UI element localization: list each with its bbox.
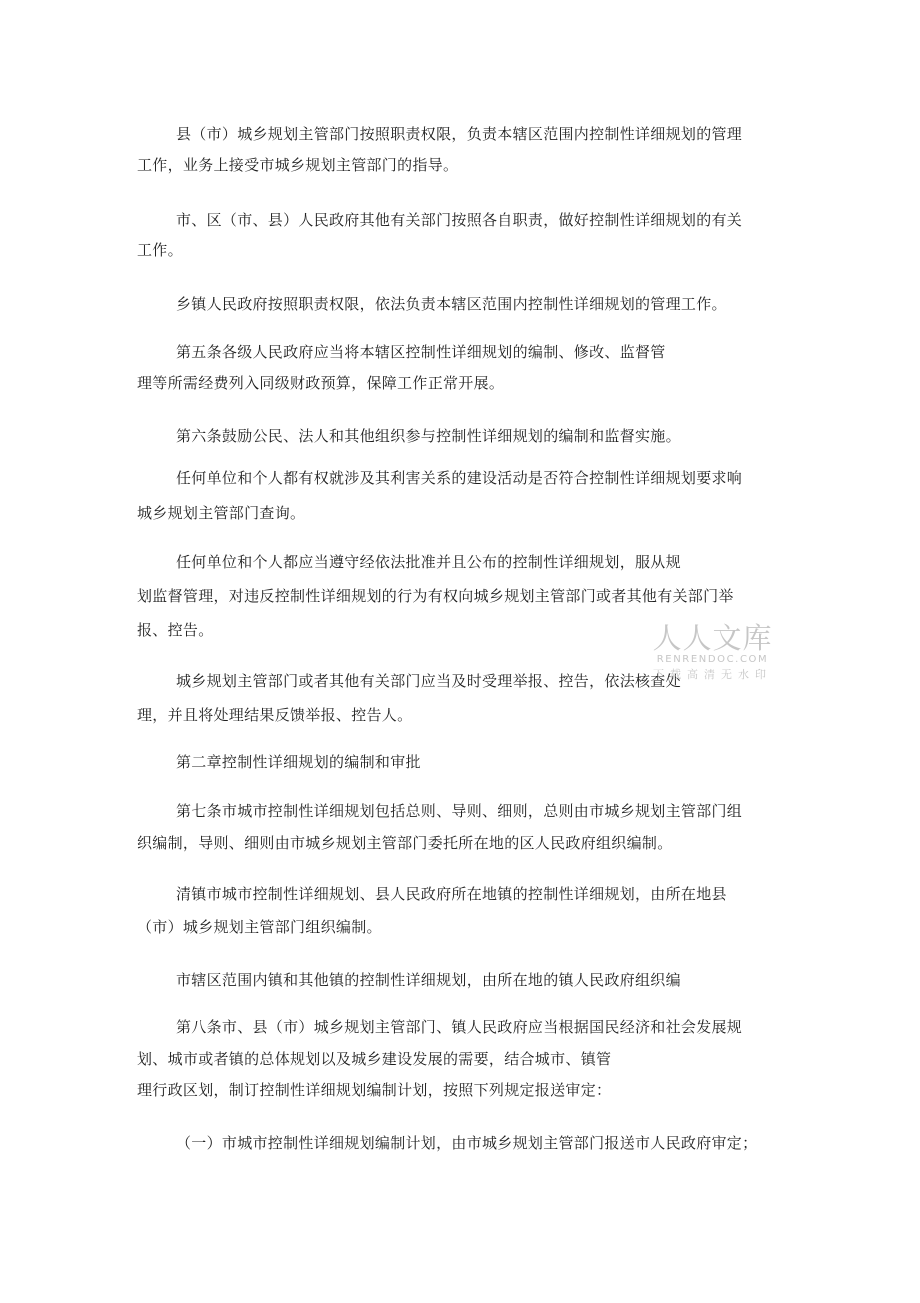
paragraph-line: 县（市）城乡规划主管部门按照职责权限，负责本辖区范围内控制性详细规划的管理 [176, 125, 743, 143]
watermark-site: RENRENDOC.COM [656, 654, 769, 665]
paragraph-line: 城乡规划主管部门或者其他有关部门应当及时受理举报、控告，依法核查处 [176, 672, 681, 690]
paragraph-line: 报、控告。 [137, 621, 214, 639]
paragraph-line: 第六条鼓励公民、法人和其他组织参与控制性详细规划的编制和监督实施。 [176, 427, 681, 445]
chapter-heading: 第二章控制性详细规划的编制和审批 [176, 753, 421, 771]
paragraph-line: 工作，业务上接受市城乡规划主管部门的指导。 [137, 156, 459, 174]
paragraph-line: 第七条市城市控制性详细规划包括总则、导则、细则，总则由市城乡规划主管部门组 [176, 802, 743, 820]
paragraph-line: 第八条市、县（市）城乡规划主管部门、镇人民政府应当根据国民经济和社会发展规 [176, 1018, 743, 1036]
paragraph-line: 工作。 [137, 241, 183, 259]
paragraph-line: （一）市城市控制性详细规划编制计划，由市城乡规划主管部门报送市人民政府审定； [176, 1134, 758, 1152]
paragraph-line: 划监督管理，对违反控制性详细规划的行为有权向城乡规划主管部门或者其他有关部门举 [137, 587, 734, 605]
paragraph-line: 划、城市或者镇的总体规划以及城乡建设发展的需要，结合城市、镇管 [137, 1050, 612, 1068]
paragraph-line: （市）城乡规划主管部门组织编制。 [137, 918, 382, 936]
watermark-title: 人人文库 [652, 621, 773, 655]
paragraph-line: 乡镇人民政府按照职责权限，依法负责本辖区范围内控制性详细规划的管理工作。 [176, 295, 727, 313]
paragraph-line: 理行政区划，制订控制性详细规划编制计划，按照下列规定报送审定： [137, 1081, 612, 1099]
paragraph-line: 第五条各级人民政府应当将本辖区控制性详细规划的编制、修改、监督管 [176, 343, 666, 361]
watermark-tag: 下载高清无水印 [653, 668, 772, 681]
paragraph-line: 城乡规划主管部门查询。 [137, 504, 306, 522]
paragraph-line: 市、区（市、县）人民政府其他有关部门按照各自职责，做好控制性详细规划的有关 [176, 211, 743, 229]
paragraph-line: 清镇市城市控制性详细规划、县人民政府所在地镇的控制性详细规划，由所在地县 [176, 885, 727, 903]
paragraph-line: 任何单位和个人都有权就涉及其利害关系的建设活动是否符合控制性详细规划要求响 [176, 469, 743, 487]
paragraph-line: 市辖区范围内镇和其他镇的控制性详细规划，由所在地的镇人民政府组织编 [176, 971, 681, 989]
paragraph-line: 理等所需经费列入同级财政预算，保障工作正常开展。 [137, 374, 505, 392]
paragraph-line: 织编制，导则、细则由市城乡规划主管部门委托所在地的区人民政府组织编制。 [137, 834, 673, 852]
paragraph-line: 任何单位和个人都应当遵守经依法批准并且公布的控制性详细规划，服从规 [176, 553, 681, 571]
paragraph-line: 理，并且将处理结果反馈举报、控告人。 [137, 706, 413, 724]
watermark-logo [650, 622, 775, 682]
